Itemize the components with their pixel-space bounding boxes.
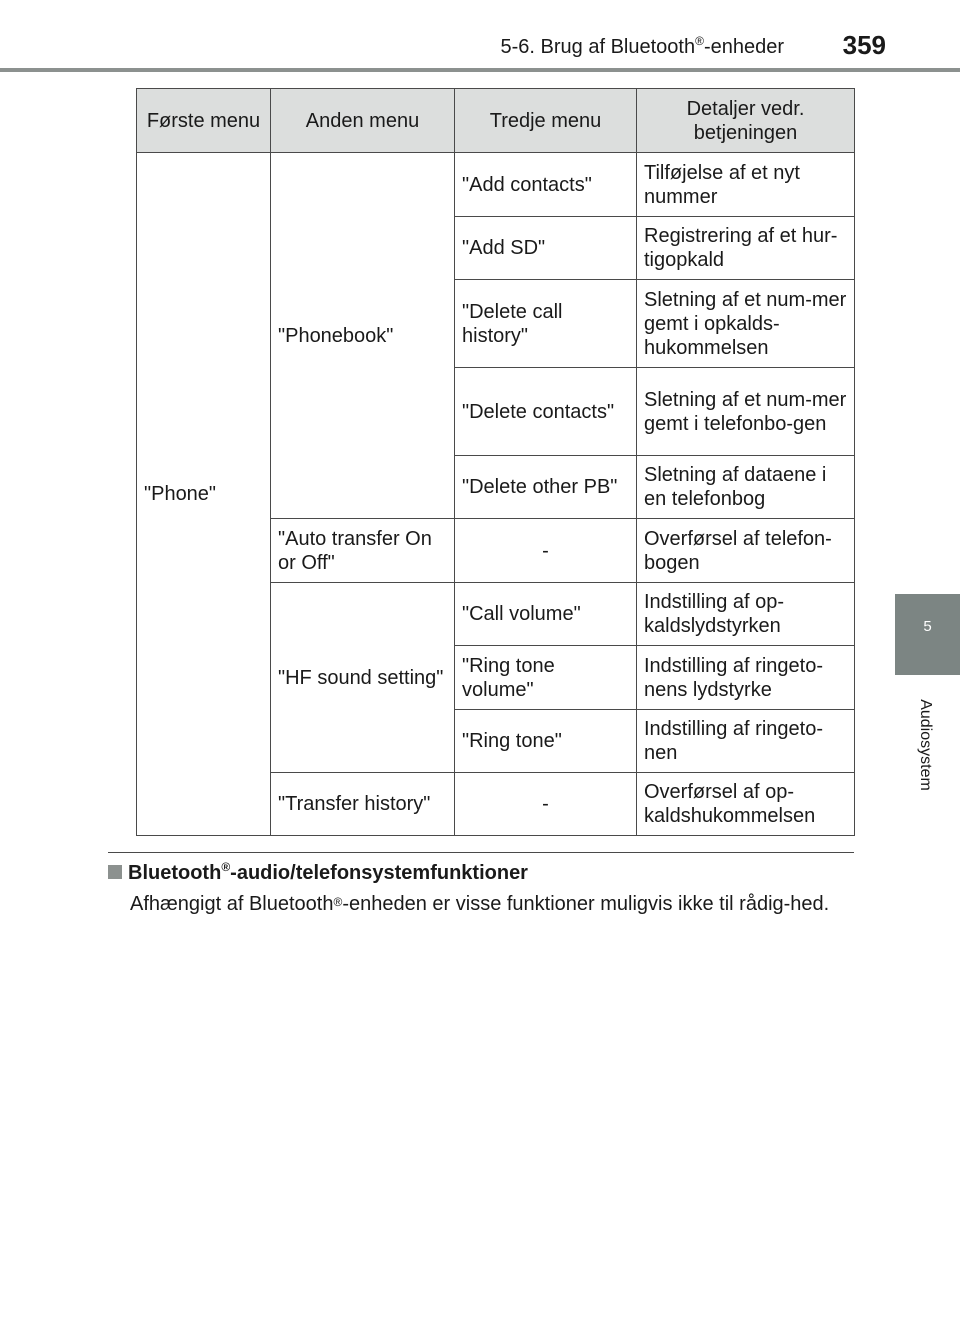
chapter-title-text: 5-6. Brug af Bluetooth [500,36,696,58]
header-details: Detaljer vedr. betjeningen [637,89,855,153]
section-body [130,892,854,917]
square-bullet-icon [108,865,122,879]
third-menu-cell: - [455,519,637,583]
header-third-menu: Tredje menu [455,89,637,153]
page-number: 359 [842,30,886,60]
details-cell: Indstilling af ringeto-nens lydstyrke [637,646,855,710]
registered-mark: ® [333,895,343,909]
third-menu-cell: "Delete call history" [455,280,637,368]
chapter-title-suffix: -enheder [703,36,784,58]
third-menu-cell: "Add contacts" [455,153,637,217]
header-first-menu: Første menu [137,89,271,153]
section-heading [108,862,528,885]
details-cell: Indstilling af op-kaldslydstyrken [637,583,855,646]
details-cell: Sletning af et num-mer gemt i telefonbo-gen [637,368,855,456]
chapter-tab [895,594,960,675]
section-body-text: Afhængigt af Bluetooth [130,893,334,915]
third-menu-cell: "Ring tone" [455,710,637,773]
section-heading-text: Bluetooth [128,862,222,884]
chapter-title [501,36,784,59]
chapter-side-label-text: Audiosystem [917,699,934,791]
third-menu-cell: "Call volume" [455,583,637,646]
section-heading-suffix: -audio/telefonsystemfunktioner [230,862,528,884]
first-menu-cell: "Phone" [137,153,271,836]
details-cell: Indstilling af ringeto-nen [637,710,855,773]
third-menu-cell: "Add SD" [455,217,637,280]
registered-mark: ® [695,34,704,48]
details-cell: Registrering af et hur-tigopkald [637,217,855,280]
third-menu-cell: "Delete other PB" [455,456,637,519]
table-row [137,153,855,217]
third-menu-cell: "Ring tone volume" [455,646,637,710]
header-divider [0,68,960,72]
table-header-row [137,89,855,153]
page-header [0,0,960,76]
details-cell: Overførsel af op-kaldshukommelsen [637,773,855,836]
header-second-menu: Anden menu [271,89,455,153]
chapter-tab-number: 5 [923,618,932,635]
section-divider [108,852,854,853]
registered-mark: ® [221,860,231,874]
chapter-side-label [914,688,936,808]
details-cell: Tilføjelse af et nyt nummer [637,153,855,217]
second-menu-cell: "Phonebook" [271,153,455,519]
details-cell: Sletning af dataene i en telefonbog [637,456,855,519]
second-menu-cell: "Transfer history" [271,773,455,836]
menu-table [136,88,855,836]
second-menu-cell: "Auto transfer On or Off" [271,519,455,583]
details-cell: Overførsel af telefon-bogen [637,519,855,583]
section-body-suffix: -enheden er visse funktioner muligvis ikke til rådig-hed. [342,893,830,915]
third-menu-cell: - [455,773,637,836]
second-menu-cell: "HF sound setting" [271,583,455,773]
third-menu-cell: "Delete contacts" [455,368,637,456]
details-cell: Sletning af et num-mer gemt i opkalds-hukommelsen [637,280,855,368]
